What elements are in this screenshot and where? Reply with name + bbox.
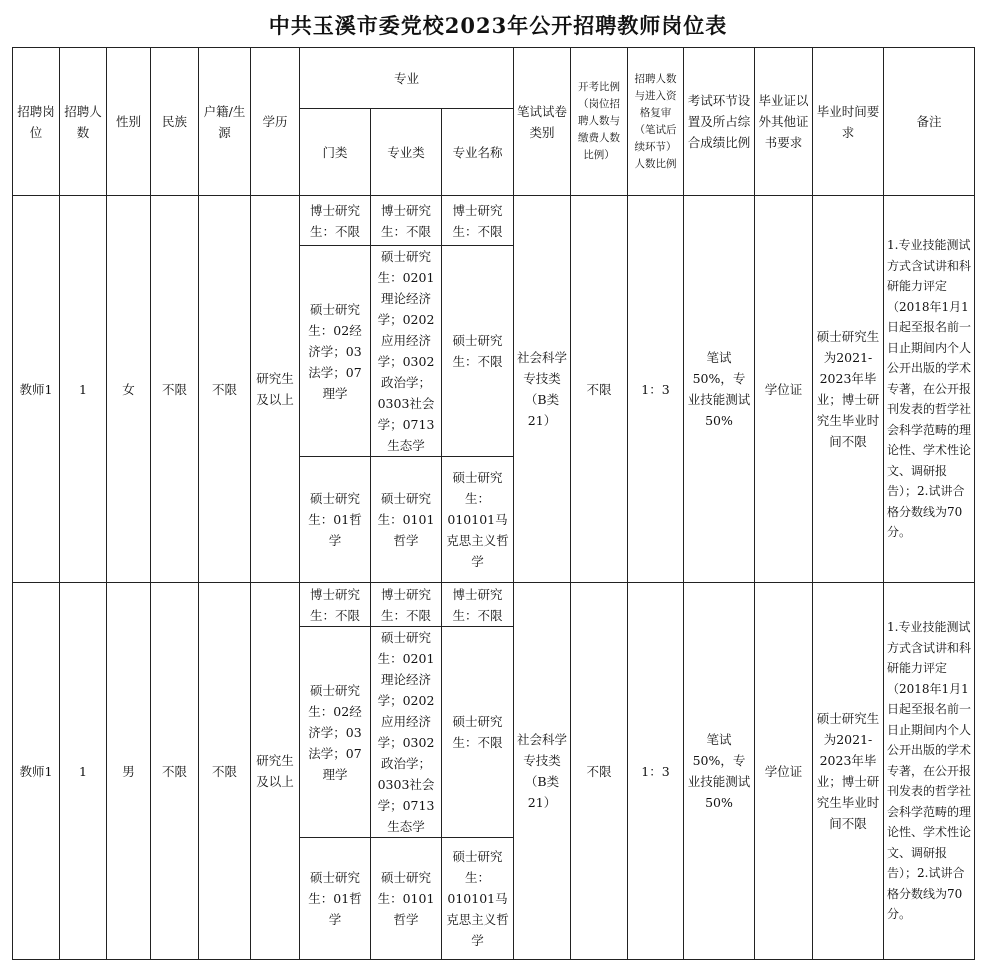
count-cell: 1 — [60, 583, 107, 960]
exam-type-cell: 社会科学专技类（B类21） — [514, 583, 571, 960]
position-cell: 教师1 — [13, 583, 60, 960]
header-gender: 性别 — [107, 48, 151, 196]
review-ratio-cell: 1：3 — [628, 196, 684, 583]
recruitment-table — [12, 47, 975, 960]
header-ethnicity: 民族 — [151, 48, 199, 196]
major-category-cell: 硕士研究生：01哲学 — [300, 457, 371, 583]
major-name-cell: 博士研究生：不限 — [442, 583, 514, 627]
grad-time-cell: 硕士研究生为2021-2023年毕业；博士研究生毕业时间不限 — [813, 583, 884, 960]
major-class-cell: 硕士研究生：0201理论经济学；0202应用经济学；0302政治学；0303社会学；0713生态学 — [371, 627, 442, 838]
major-name-cell: 硕士研究生：不限 — [442, 627, 514, 838]
table-row — [13, 583, 975, 627]
certificate-cell: 学位证 — [755, 196, 813, 583]
gender-cell: 女 — [107, 196, 151, 583]
hukou-cell: 不限 — [199, 583, 251, 960]
major-category-cell: 博士研究生：不限 — [300, 196, 371, 246]
header-count: 招聘人数 — [60, 48, 107, 196]
header-notes: 备注 — [884, 48, 975, 196]
major-category-cell: 硕士研究生：02经济学；03法学；07理学 — [300, 246, 371, 457]
major-category-cell: 硕士研究生：02经济学；03法学；07理学 — [300, 627, 371, 838]
major-name-cell: 硕士研究生：010101马克思主义哲学 — [442, 457, 514, 583]
header-row-1 — [13, 48, 975, 109]
major-name-cell: 硕士研究生：不限 — [442, 246, 514, 457]
header-major: 专业 — [300, 48, 514, 109]
major-name-cell: 博士研究生：不限 — [442, 196, 514, 246]
exam-ratio-cell: 不限 — [571, 196, 628, 583]
count-cell: 1 — [60, 196, 107, 583]
header-certificate: 毕业证以外其他证书要求 — [755, 48, 813, 196]
header-exam-ratio: 开考比例（岗位招聘人数与缴费人数比例） — [571, 48, 628, 196]
header-major-name: 专业名称 — [442, 109, 514, 196]
ethnicity-cell: 不限 — [151, 196, 199, 583]
header-hukou: 户籍/生源 — [199, 48, 251, 196]
exam-type-cell: 社会科学专技类（B类21） — [514, 196, 571, 583]
major-class-cell: 硕士研究生：0101哲学 — [371, 838, 442, 960]
page-title: 中共玉溪市委党校2023年公开招聘教师岗位表 — [268, 13, 728, 38]
notes-cell: 1.专业技能测试方式含试讲和科研能力评定（2018年1月1日起至报名前一日止期间内个人公开出版的学术专著，在公开报刊发表的哲学社会科学范畴的理论性、学术性论文、调研报告）；2.试讲合格分数线为70分。 — [884, 583, 975, 960]
major-category-cell: 硕士研究生：01哲学 — [300, 838, 371, 960]
major-class-cell: 硕士研究生：0201理论经济学；0202应用经济学；0302政治学；0303社会学；0713生态学 — [371, 246, 442, 457]
major-name-cell: 硕士研究生：010101马克思主义哲学 — [442, 838, 514, 960]
header-grad-time: 毕业时间要求 — [813, 48, 884, 196]
header-position: 招聘岗位 — [13, 48, 60, 196]
header-review-ratio: 招聘人数与进入资格复审（笔试后续环节）人数比例 — [628, 48, 684, 196]
header-education: 学历 — [251, 48, 300, 196]
review-ratio-cell: 1：3 — [628, 583, 684, 960]
certificate-cell: 学位证 — [755, 583, 813, 960]
header-major-category: 门类 — [300, 109, 371, 196]
major-class-cell: 硕士研究生：0101哲学 — [371, 457, 442, 583]
position-cell: 教师1 — [13, 196, 60, 583]
education-cell: 研究生及以上 — [251, 583, 300, 960]
table-row — [13, 196, 975, 246]
header-major-class: 专业类 — [371, 109, 442, 196]
hukou-cell: 不限 — [199, 196, 251, 583]
grad-time-cell: 硕士研究生为2021-2023年毕业；博士研究生毕业时间不限 — [813, 196, 884, 583]
ethnicity-cell: 不限 — [151, 583, 199, 960]
education-cell: 研究生及以上 — [251, 196, 300, 583]
gender-cell: 男 — [107, 583, 151, 960]
header-exam-type: 笔试试卷类别 — [514, 48, 571, 196]
major-category-cell: 博士研究生：不限 — [300, 583, 371, 627]
header-exam-setup: 考试环节设置及所占综合成绩比例 — [684, 48, 755, 196]
exam-ratio-cell: 不限 — [571, 583, 628, 960]
notes-cell: 1.专业技能测试方式含试讲和科研能力评定（2018年1月1日起至报名前一日止期间内个人公开出版的学术专著，在公开报刊发表的哲学社会科学范畴的理论性、学术性论文、调研报告）；2.试讲合格分数线为70分。 — [884, 196, 975, 583]
exam-setup-cell: 笔试50%，专业技能测试50% — [684, 583, 755, 960]
exam-setup-cell: 笔试50%，专业技能测试50% — [684, 196, 755, 583]
major-class-cell: 博士研究生：不限 — [371, 583, 442, 627]
major-class-cell: 博士研究生：不限 — [371, 196, 442, 246]
